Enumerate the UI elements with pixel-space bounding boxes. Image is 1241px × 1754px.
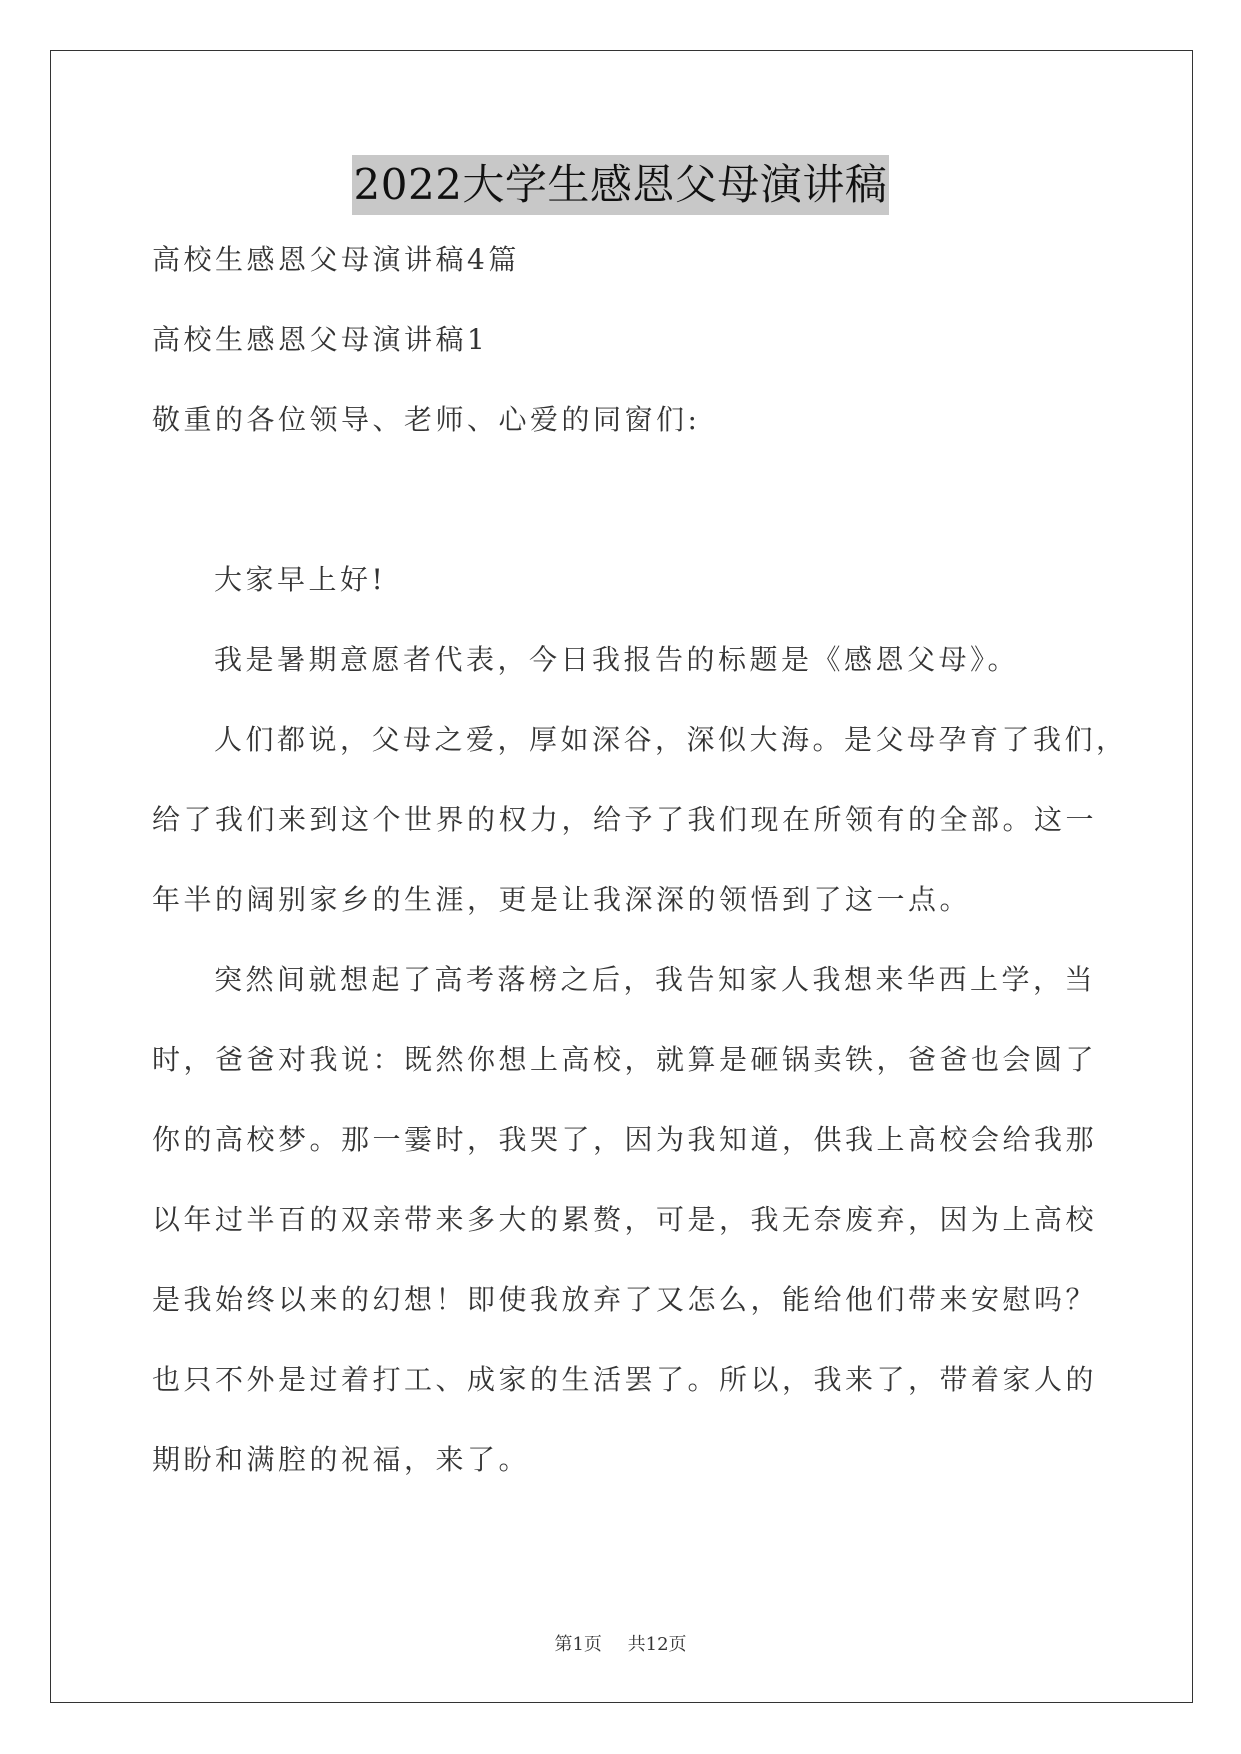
- body-line: 时，爸爸对我说：既然你想上高校，就算是砸锅卖铁，爸爸也会圆了: [152, 1043, 1098, 1076]
- page-total: 共12页: [627, 1634, 687, 1655]
- body-line: 以年过半百的双亲带来多大的累赘，可是，我无奈废弃，因为上高校: [152, 1203, 1098, 1236]
- body-line: 你的高校梦。那一霎时，我哭了，因为我知道，供我上高校会给我那: [152, 1123, 1098, 1156]
- body-line: 人们都说，父母之爱，厚如深谷，深似大海。是父母孕育了我们，: [214, 723, 1128, 756]
- body-line: 突然间就想起了高考落榜之后，我告知家人我想来华西上学，当: [214, 963, 1097, 996]
- title-wrap: [0, 155, 1241, 215]
- subtitle-line: 高校生感恩父母演讲稿4篇: [152, 243, 520, 276]
- salutation-line: 敬重的各位领导、老师、心爱的同窗们:: [152, 403, 701, 436]
- body-line: 我是暑期意愿者代表，今日我报告的标题是《感恩父母》。: [214, 643, 1020, 676]
- body-line: 是我始终以来的幻想！即使我放弃了又怎么，能给他们带来安慰吗？: [152, 1283, 1098, 1316]
- greeting-line: 大家早上好!: [214, 563, 387, 596]
- page-footer: [0, 1630, 1241, 1656]
- body-line: 给了我们来到这个世界的权力，给予了我们现在所领有的全部。这一: [152, 803, 1098, 836]
- body-line: 也只不外是过着打工、成家的生活罢了。所以，我来了，带着家人的: [152, 1363, 1098, 1396]
- body-line: 年半的阔别家乡的生涯，更是让我深深的领悟到了这一点。: [152, 883, 972, 916]
- document-title: 2022大学生感恩父母演讲稿: [352, 155, 890, 215]
- section-heading: 高校生感恩父母演讲稿1: [152, 323, 489, 356]
- body-line: 期盼和满腔的祝福，来了。: [152, 1443, 531, 1476]
- page-number: 第1页: [554, 1634, 602, 1655]
